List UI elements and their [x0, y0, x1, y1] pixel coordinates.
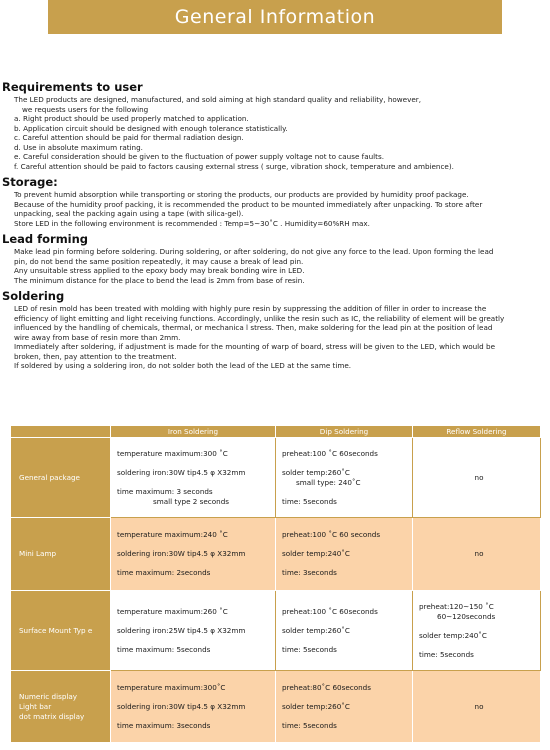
text-line: To prevent humid absorption while transporting or storing the products, our products are provided by humidity proof package. [14, 190, 469, 199]
section-heading: Lead forming [2, 232, 89, 246]
cell-line: time maximum: 5seconds [117, 644, 211, 654]
reflow-cell: no [413, 438, 541, 518]
section-text [0, 95, 550, 171]
cell-line: solder temp:260˚C [282, 467, 350, 477]
cell-line: temperature maximum:300 ˚C [117, 448, 228, 458]
cell-line: time: 5seconds [282, 496, 337, 506]
text-line: e. Careful consideration should be given to the fluctuation of power supply voltage not to cause faults. [14, 152, 384, 161]
cell-line: time maximum: 3seconds [117, 720, 211, 730]
section-heading: Storage: [2, 175, 58, 189]
iron-cell [111, 671, 276, 743]
text-line: Immediately after soldering, if adjustment is made for the mounting of warp of board, stress will be given to the LED, which would be [14, 342, 495, 351]
text-line: Store LED in the following environment is recommended : Temp=5~30˚C . Humidity=60%RH max. [14, 218, 370, 228]
iron-cell [111, 518, 276, 591]
table-row [11, 518, 541, 591]
section-requirements [0, 80, 550, 171]
cell-line: time: 5seconds [419, 649, 474, 659]
table-row [11, 438, 541, 518]
text-line: unpacking, seal the packing again using a tape (with silica-gel). [14, 209, 244, 218]
table-row [11, 591, 541, 671]
cell-line: small type: 240˚C [296, 477, 361, 487]
cell-line: preheat:100 ˚C 60 seconds [282, 530, 381, 539]
dip-cell [276, 518, 413, 591]
section-heading: Soldering [2, 289, 65, 303]
section-text [0, 190, 550, 228]
page-title: General Information [174, 6, 376, 28]
text-line: influenced by the handling of chemicals, thermal, or mechanica l stress. Then, make soldering for the lead pin at the position of lead [14, 323, 493, 332]
section-storage [0, 175, 550, 228]
text-line: wire away from base of resin more than 2mm. [14, 332, 181, 342]
header-iron-soldering: Iron Soldering [111, 426, 276, 438]
text-line: d. Use in absolute maximum rating. [14, 142, 143, 152]
cell-line: preheat:120~150 ˚C [419, 601, 494, 611]
row-label: General package [11, 438, 111, 518]
reflow-cell [413, 591, 541, 671]
dip-cell [276, 591, 413, 671]
cell-line: solder temp:260˚C [282, 701, 350, 711]
cell-line: preheat:100 ˚C 60seconds [282, 606, 378, 616]
reflow-cell: no [413, 518, 541, 591]
iron-cell [111, 438, 276, 518]
reflow-cell: no [413, 671, 541, 743]
row-label-line: Light bar [19, 701, 52, 711]
cell-line: temperature maximum:240 ˚C [117, 530, 228, 539]
cell-line: time maximum: 3 seconds [117, 486, 213, 496]
cell-line: time maximum: 2seconds [117, 568, 211, 577]
table-row [11, 671, 541, 743]
cell-line: temperature maximum:300˚C [117, 682, 226, 692]
cell-line: solder temp:240˚C [419, 630, 487, 640]
cell-line: time: 5seconds [282, 720, 337, 730]
section-text [0, 247, 550, 285]
text-line: c. Careful attention should be paid for thermal radiation design. [14, 133, 244, 142]
text-line: f. Careful attention should be paid to factors causing external stress ( surge, vibration shock, temperature and ambience). [14, 161, 454, 171]
cell-line: time: 5seconds [282, 644, 337, 654]
row-label-line: Numeric display [19, 691, 78, 701]
document-body [0, 80, 550, 375]
cell-line: preheat:100 ˚C 60seconds [282, 448, 378, 458]
text-line: pin, do not bend the same position repeatedly, it may cause a break of lead pin. [14, 256, 304, 266]
text-line: we requests users for the following [22, 104, 149, 114]
section-lead-forming [0, 232, 550, 285]
soldering-spec-table [10, 425, 541, 743]
table-header-row [11, 426, 541, 438]
cell-line: soldering iron:30W tip4.5 φ X32mm [117, 549, 246, 558]
section-heading: Requirements to user [2, 80, 143, 94]
text-line: a. Right product should be used properly matched to application. [14, 114, 249, 123]
text-line: Because of the humidity proof packing, it is recommended the product to be mounted immediately after unpacking. To store after [14, 199, 483, 209]
text-line: broken, then, pay attention to the treatment. [14, 351, 177, 361]
text-line: efficiency of light emitting and light receiving functions. Accordingly, unlike the resin such as IC, the reliability of element will be greatly [14, 313, 505, 323]
cell-line: solder temp:260˚C [282, 625, 350, 635]
iron-cell [111, 591, 276, 671]
header-reflow-soldering: Reflow Soldering [413, 426, 541, 438]
cell-line: 60~120seconds [437, 611, 496, 621]
row-label [11, 671, 111, 743]
row-label: Mini Lamp [11, 518, 111, 591]
header-empty [11, 426, 111, 438]
cell-line: preheat:80˚C 60seconds [282, 682, 371, 692]
header-dip-soldering: Dip Soldering [276, 426, 413, 438]
dip-cell [276, 438, 413, 518]
row-label-line: dot matrix display [19, 711, 85, 721]
cell-line: soldering iron:25W tip4.5 φ X32mm [117, 625, 246, 635]
cell-line: temperature maximum:260 ˚C [117, 606, 228, 616]
text-line: LED of resin mold has been treated with molding with highly pure resin by suppressing the addition of filler in order to increase the [14, 304, 487, 313]
cell-line: soldering iron:30W tip4.5 φ X32mm [117, 467, 246, 477]
cell-line: soldering iron:30W tip4.5 φ X32mm [117, 701, 246, 711]
text-line: The LED products are designed, manufactured, and sold aiming at high standard quality and reliability, however, [14, 95, 422, 104]
text-line: The minimum distance for the place to bend the lead is 2mm from base of resin. [14, 275, 305, 285]
text-line: Any unsuitable stress applied to the epoxy body may break bonding wire in LED. [14, 266, 305, 275]
row-label: Surface Mount Typ e [11, 591, 111, 671]
dip-cell [276, 671, 413, 743]
cell-line: time: 3seconds [282, 568, 337, 577]
text-line: Make lead pin forming before soldering. During soldering, or after soldering, do not give any force to the lead. Upon forming the lead [14, 247, 494, 256]
page-title-banner [48, 0, 502, 34]
cell-line: small type 2 seconds [153, 496, 230, 506]
text-line: If soldered by using a soldering iron, do not solder both the lead of the LED at the same time. [14, 361, 352, 370]
cell-line: solder temp:240˚C [282, 549, 350, 558]
section-text [0, 304, 550, 371]
text-line: b. Application circuit should be designed with enough tolerance statistically. [14, 123, 288, 133]
section-soldering [0, 289, 550, 371]
